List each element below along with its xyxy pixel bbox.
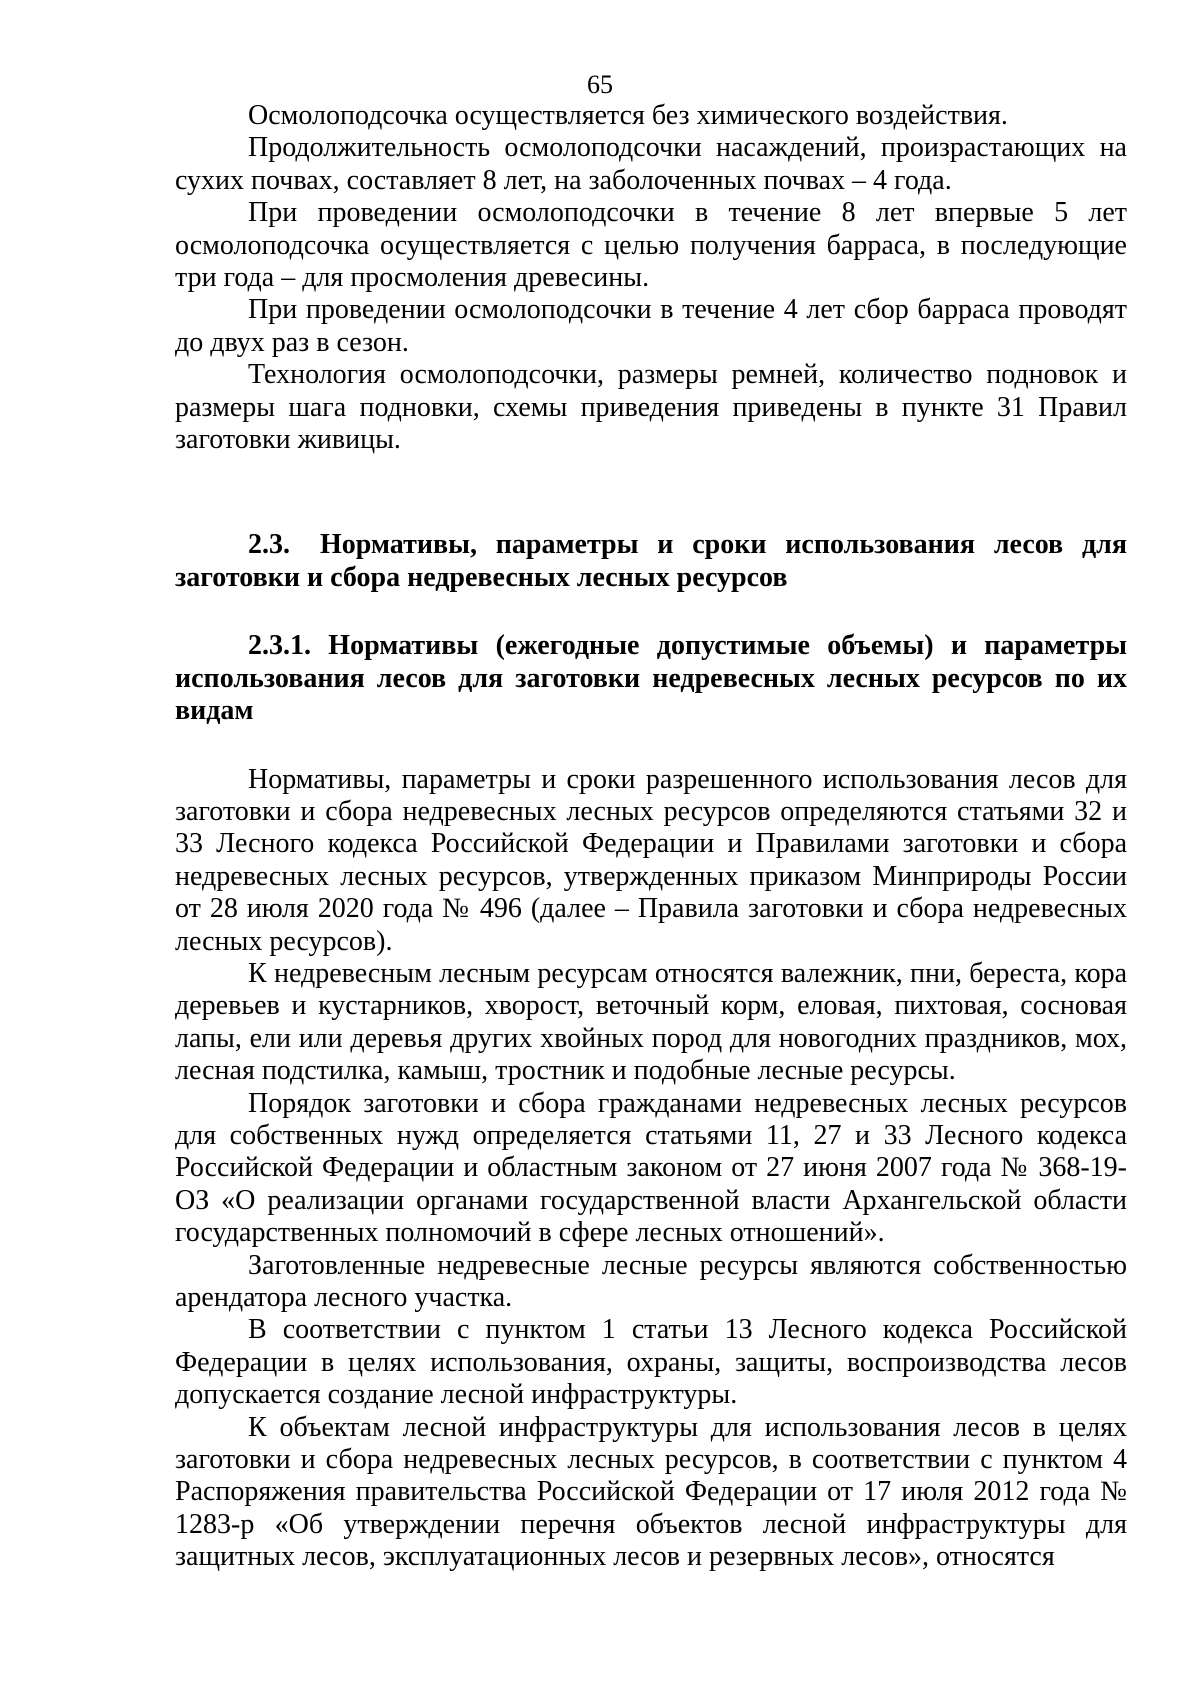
paragraph: Порядок заготовки и сбора гражданами недревесных лесных ресурсов для собственных нужд определяется статьями 11, 27 и 33 Лесного кодекса Российской Федерации и областным законом от 27 июня 2007 года № 368-19-ОЗ «О реализации органами государственной власти Архангельской области государственных полномочий в сфере лесных отношений».: [175, 1087, 1127, 1249]
paragraph: Заготовленные недревесные лесные ресурсы являются собственностью арендатора лесного участка.: [175, 1249, 1127, 1313]
paragraph: К недревесным лесным ресурсам относятся валежник, пни, береста, кора деревьев и кустарников, хворост, веточный корм, еловая, пихтовая, сосновая лапы, ели или деревья других хвойных пород для новогодних праздников, мох, лесная подстилка, камыш, тростник и подобные лесные ресурсы.: [175, 957, 1127, 1087]
section-title: Нормативы, параметры и сроки использования лесов для заготовки и сбора недревесных лесных ресурсов: [175, 529, 1127, 593]
page-number: 65: [587, 70, 613, 99]
section-heading-2-3: [175, 529, 1127, 594]
paragraph: При проведении осмолоподсочки в течение 8 лет впервые 5 лет осмолоподсочка осуществляется с целью получения барраса, в последующие три года – для просмоления древесины.: [175, 197, 1127, 294]
paragraph: При проведении осмолоподсочки в течение 4 лет сбор барраса проводят до двух раз в сезон.: [175, 294, 1127, 358]
paragraph: Технология осмолоподсочки, размеры ремней, количество подновок и размеры шага подновки, схемы приведения приведены в пункте 31 Правил заготовки живицы.: [175, 359, 1127, 456]
section-heading-2-3-1: 2.3.1. Нормативы (ежегодные допустимые объемы) и параметры использования лесов для заготовки недревесных лесных ресурсов по их видам: [175, 630, 1127, 727]
paragraph: К объектам лесной инфраструктуры для использования лесов в целях заготовки и сбора недревесных лесных ресурсов, в соответствии с пунктом 4 Распоряжения правительства Российской Федерации от 17 июля 2012 года № 1283-р «Об утверждении перечня объектов лесной инфраструктуры для защитных лесов, эксплуатационных лесов и резервных лесов», относятся: [175, 1411, 1127, 1573]
paragraph: Продолжительность осмолоподсочки насаждений, произрастающих на сухих почвах, составляет 8 лет, на заболоченных почвах – 4 года.: [175, 132, 1127, 196]
section-number: 2.3.: [248, 529, 290, 561]
paragraph: Осмолоподсочка осуществляется без химического воздействия.: [248, 100, 1008, 131]
paragraph: Нормативы, параметры и сроки разрешенного использования лесов для заготовки и сбора недревесных лесных ресурсов определяются статьями 32 и 33 Лесного кодекса Российской Федерации и Правилами заготовки и сбора недревесных лесных ресурсов, утвержденных приказом Минприроды России от 28 июля 2020 года № 496 (далее – Правила заготовки и сбора недревесных лесных ресурсов).: [175, 763, 1127, 957]
paragraph: В соответствии с пунктом 1 статьи 13 Лесного кодекса Российской Федерации в целях использования, охраны, защиты, воспроизводства лесов допускается создание лесной инфраструктуры.: [175, 1314, 1127, 1411]
document-body: [175, 100, 1127, 1574]
section-spacer: [175, 456, 1127, 529]
